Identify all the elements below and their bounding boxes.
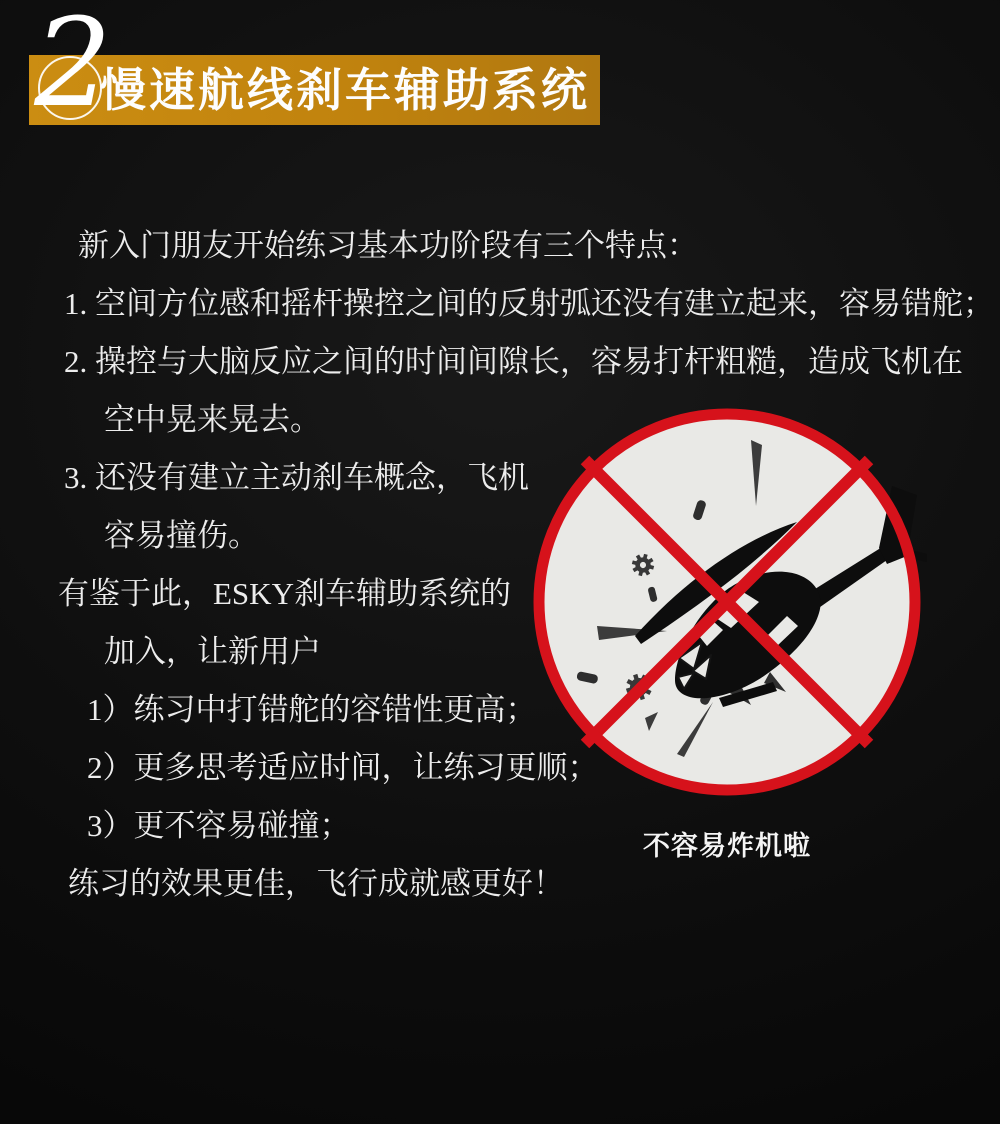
body-line: 容易撞伤。 — [104, 518, 259, 553]
body-line: 1. 空间方位感和摇杆操控之间的反射弧还没有建立起来，容易错舵； — [64, 286, 994, 321]
body-line: 练习的效果更佳，飞行成就感更好！ — [68, 866, 564, 901]
body-line: 有鉴于此，ESKY刹车辅助系统的 — [58, 576, 511, 611]
illustration-caption: 不容易炸机啦 — [643, 831, 811, 861]
section-number: 2 — [34, 0, 112, 134]
body-line: 1）练习中打错舵的容错性更高； — [87, 692, 537, 727]
body-line: 空中晃来晃去。 — [104, 402, 321, 437]
body-line: 3. 还没有建立主动刹车概念，飞机 — [64, 460, 529, 495]
body-line: 3）更不容易碰撞； — [87, 808, 351, 843]
body-line: 2）更多思考适应时间，让练习更顺； — [87, 750, 599, 785]
no-crash-illustration — [527, 402, 927, 802]
body-line: 2. 操控与大脑反应之间的时间间隙长，容易打杆粗糙，造成飞机在 — [64, 344, 963, 379]
page-title: 慢速航线刹车辅助系统 — [100, 65, 590, 116]
body-line: 加入，让新用户 — [104, 634, 321, 669]
body-line: 新入门朋友开始练习基本功阶段有三个特点： — [78, 228, 698, 263]
